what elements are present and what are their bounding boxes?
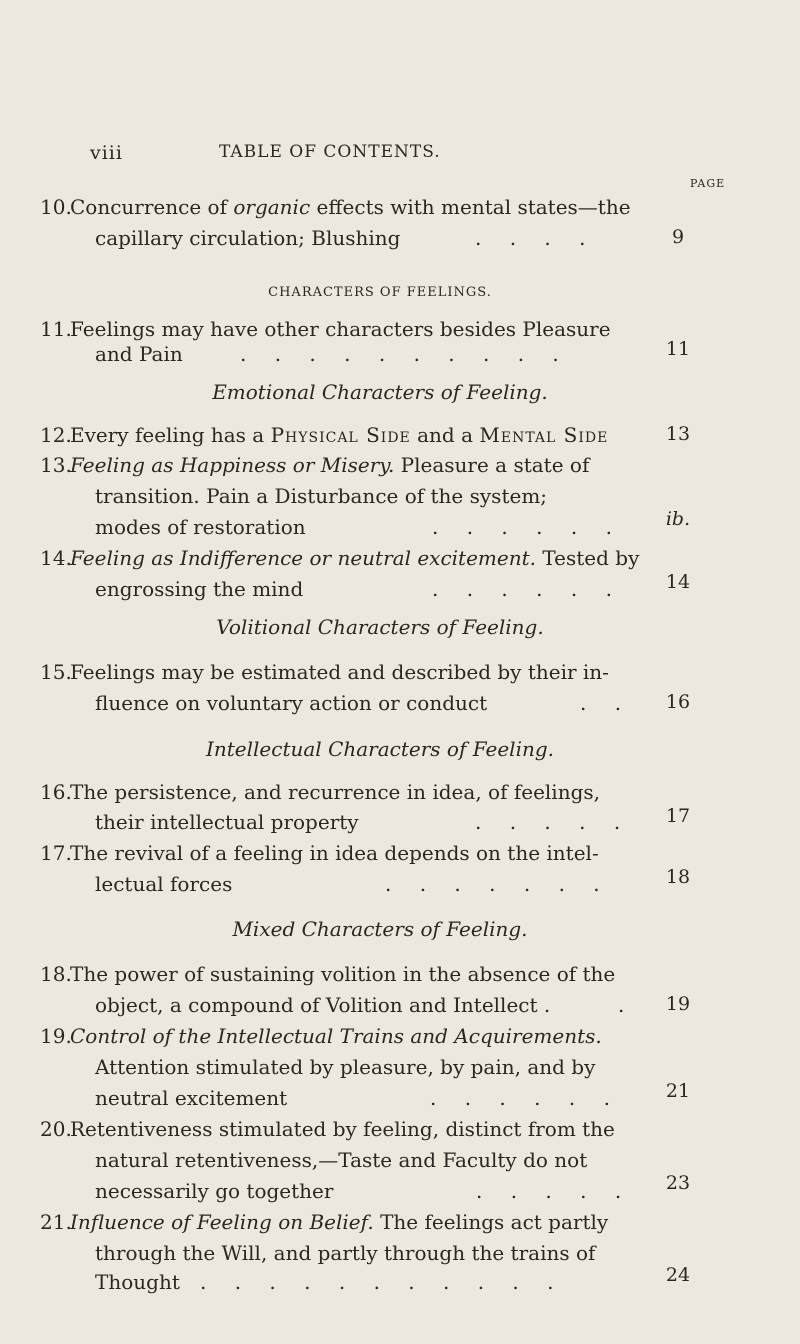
entry-text: Influence of Feeling on Belief. The feelings act partly	[70, 1210, 609, 1234]
entry-number: 19.	[40, 1024, 72, 1048]
entry-number: 20.	[40, 1117, 72, 1141]
entry-number: 13.	[40, 453, 72, 477]
entry-number: 14.	[40, 546, 72, 570]
leader-dots: . . . . . .	[432, 515, 623, 539]
leader-dots: . . . . . .	[432, 577, 623, 601]
entry-page-number: 16	[665, 691, 691, 713]
entry-number: 18.	[40, 962, 72, 986]
page-column-label: PAGE	[690, 177, 726, 190]
leader-dots: . . . . . .	[430, 1086, 621, 1110]
header-title: TABLE OF CONTENTS.	[219, 142, 441, 162]
entry-text: neutral excitement	[95, 1086, 288, 1110]
entry-page-number: 21	[665, 1080, 691, 1102]
leader-dots: . . . . . . .	[385, 872, 611, 896]
leader-dots: . . . . .	[475, 810, 632, 834]
entry-text: through the Will, and partly through the trains of	[95, 1241, 596, 1265]
subsection-heading: Volitional Characters of Feeling.	[216, 615, 544, 639]
section-heading: CHARACTERS OF FEELINGS.	[268, 285, 492, 300]
entry-text: The revival of a feeling in idea depends on the intel-	[70, 841, 599, 865]
leader-dots: . . . . . . . . . . .	[200, 1270, 565, 1294]
header-page-number: viii	[90, 142, 123, 164]
subsection-heading: Mixed Characters of Feeling.	[232, 917, 528, 941]
entry-text: Feelings may have other characters besides Pleasure	[70, 317, 611, 341]
entry-number: 15.	[40, 660, 72, 684]
entry-text: object, a compound of Volition and Intellect .	[95, 993, 551, 1017]
entry-text: Feeling as Happiness or Misery. Pleasure a state of	[70, 453, 590, 477]
entry-text: Concurrence of organic effects with mental states—the	[70, 195, 631, 219]
entry-text: Attention stimulated by pleasure, by pain, and by	[95, 1055, 596, 1079]
entry-text: fluence on voluntary action or conduct	[95, 691, 488, 715]
entry-number: 17.	[40, 841, 72, 865]
entry-text: Retentiveness stimulated by feeling, distinct from the	[70, 1117, 615, 1141]
entry-page-number: 11	[665, 338, 691, 360]
entry-page-number: 14	[665, 571, 691, 593]
entry-text: lectual forces	[95, 872, 233, 896]
leader-dots: . . . .	[475, 226, 597, 250]
entry-text: necessarily go together	[95, 1179, 334, 1203]
entry-page-number: 18	[665, 866, 691, 888]
entry-text: natural retentiveness,—Taste and Faculty do not	[95, 1148, 588, 1172]
entry-text: transition. Pain a Disturbance of the system;	[95, 484, 548, 508]
entry-text: Feelings may be estimated and described by their in-	[70, 660, 609, 684]
entry-number: 10.	[40, 195, 72, 219]
entry-text: Feeling as Indifference or neutral excitement. Tested by	[70, 546, 640, 570]
entry-text: engrossing the mind	[95, 577, 304, 601]
entry-text: The persistence, and recurrence in idea, of feelings,	[70, 780, 600, 804]
entry-text: modes of restoration	[95, 515, 306, 539]
leader-dots: .	[618, 993, 636, 1017]
entry-text: The power of sustaining volition in the absence of the	[70, 962, 616, 986]
entry-text: Control of the Intellectual Trains and Acquirements.	[70, 1024, 602, 1048]
leader-dots: . . . . . . . . . .	[240, 342, 570, 366]
entry-number: 12.	[40, 423, 72, 447]
entry-number: 21.	[40, 1210, 72, 1234]
entry-page-number: ib.	[665, 508, 691, 530]
entry-page-number: 23	[665, 1172, 691, 1194]
leader-dots: . . . . .	[476, 1179, 633, 1203]
entry-page-number: 9	[671, 226, 685, 248]
entry-number: 16.	[40, 780, 72, 804]
entry-page-number: 24	[665, 1264, 691, 1286]
leader-dots: . .	[580, 691, 633, 715]
entry-page-number: 19	[665, 993, 691, 1015]
entry-text: and Pain	[95, 342, 183, 366]
entry-page-number: 13	[665, 423, 691, 445]
entry-text: capillary circulation; Blushing	[95, 226, 401, 250]
subsection-heading: Emotional Characters of Feeling.	[212, 380, 548, 404]
entry-page-number: 17	[665, 805, 691, 827]
entry-text: Every feeling has a Physical Side and a Mental Side	[70, 423, 609, 447]
entry-text: Thought	[95, 1270, 180, 1294]
entry-number: 11.	[40, 317, 72, 341]
entry-text: their intellectual property	[95, 810, 359, 834]
subsection-heading: Intellectual Characters of Feeling.	[205, 737, 555, 761]
